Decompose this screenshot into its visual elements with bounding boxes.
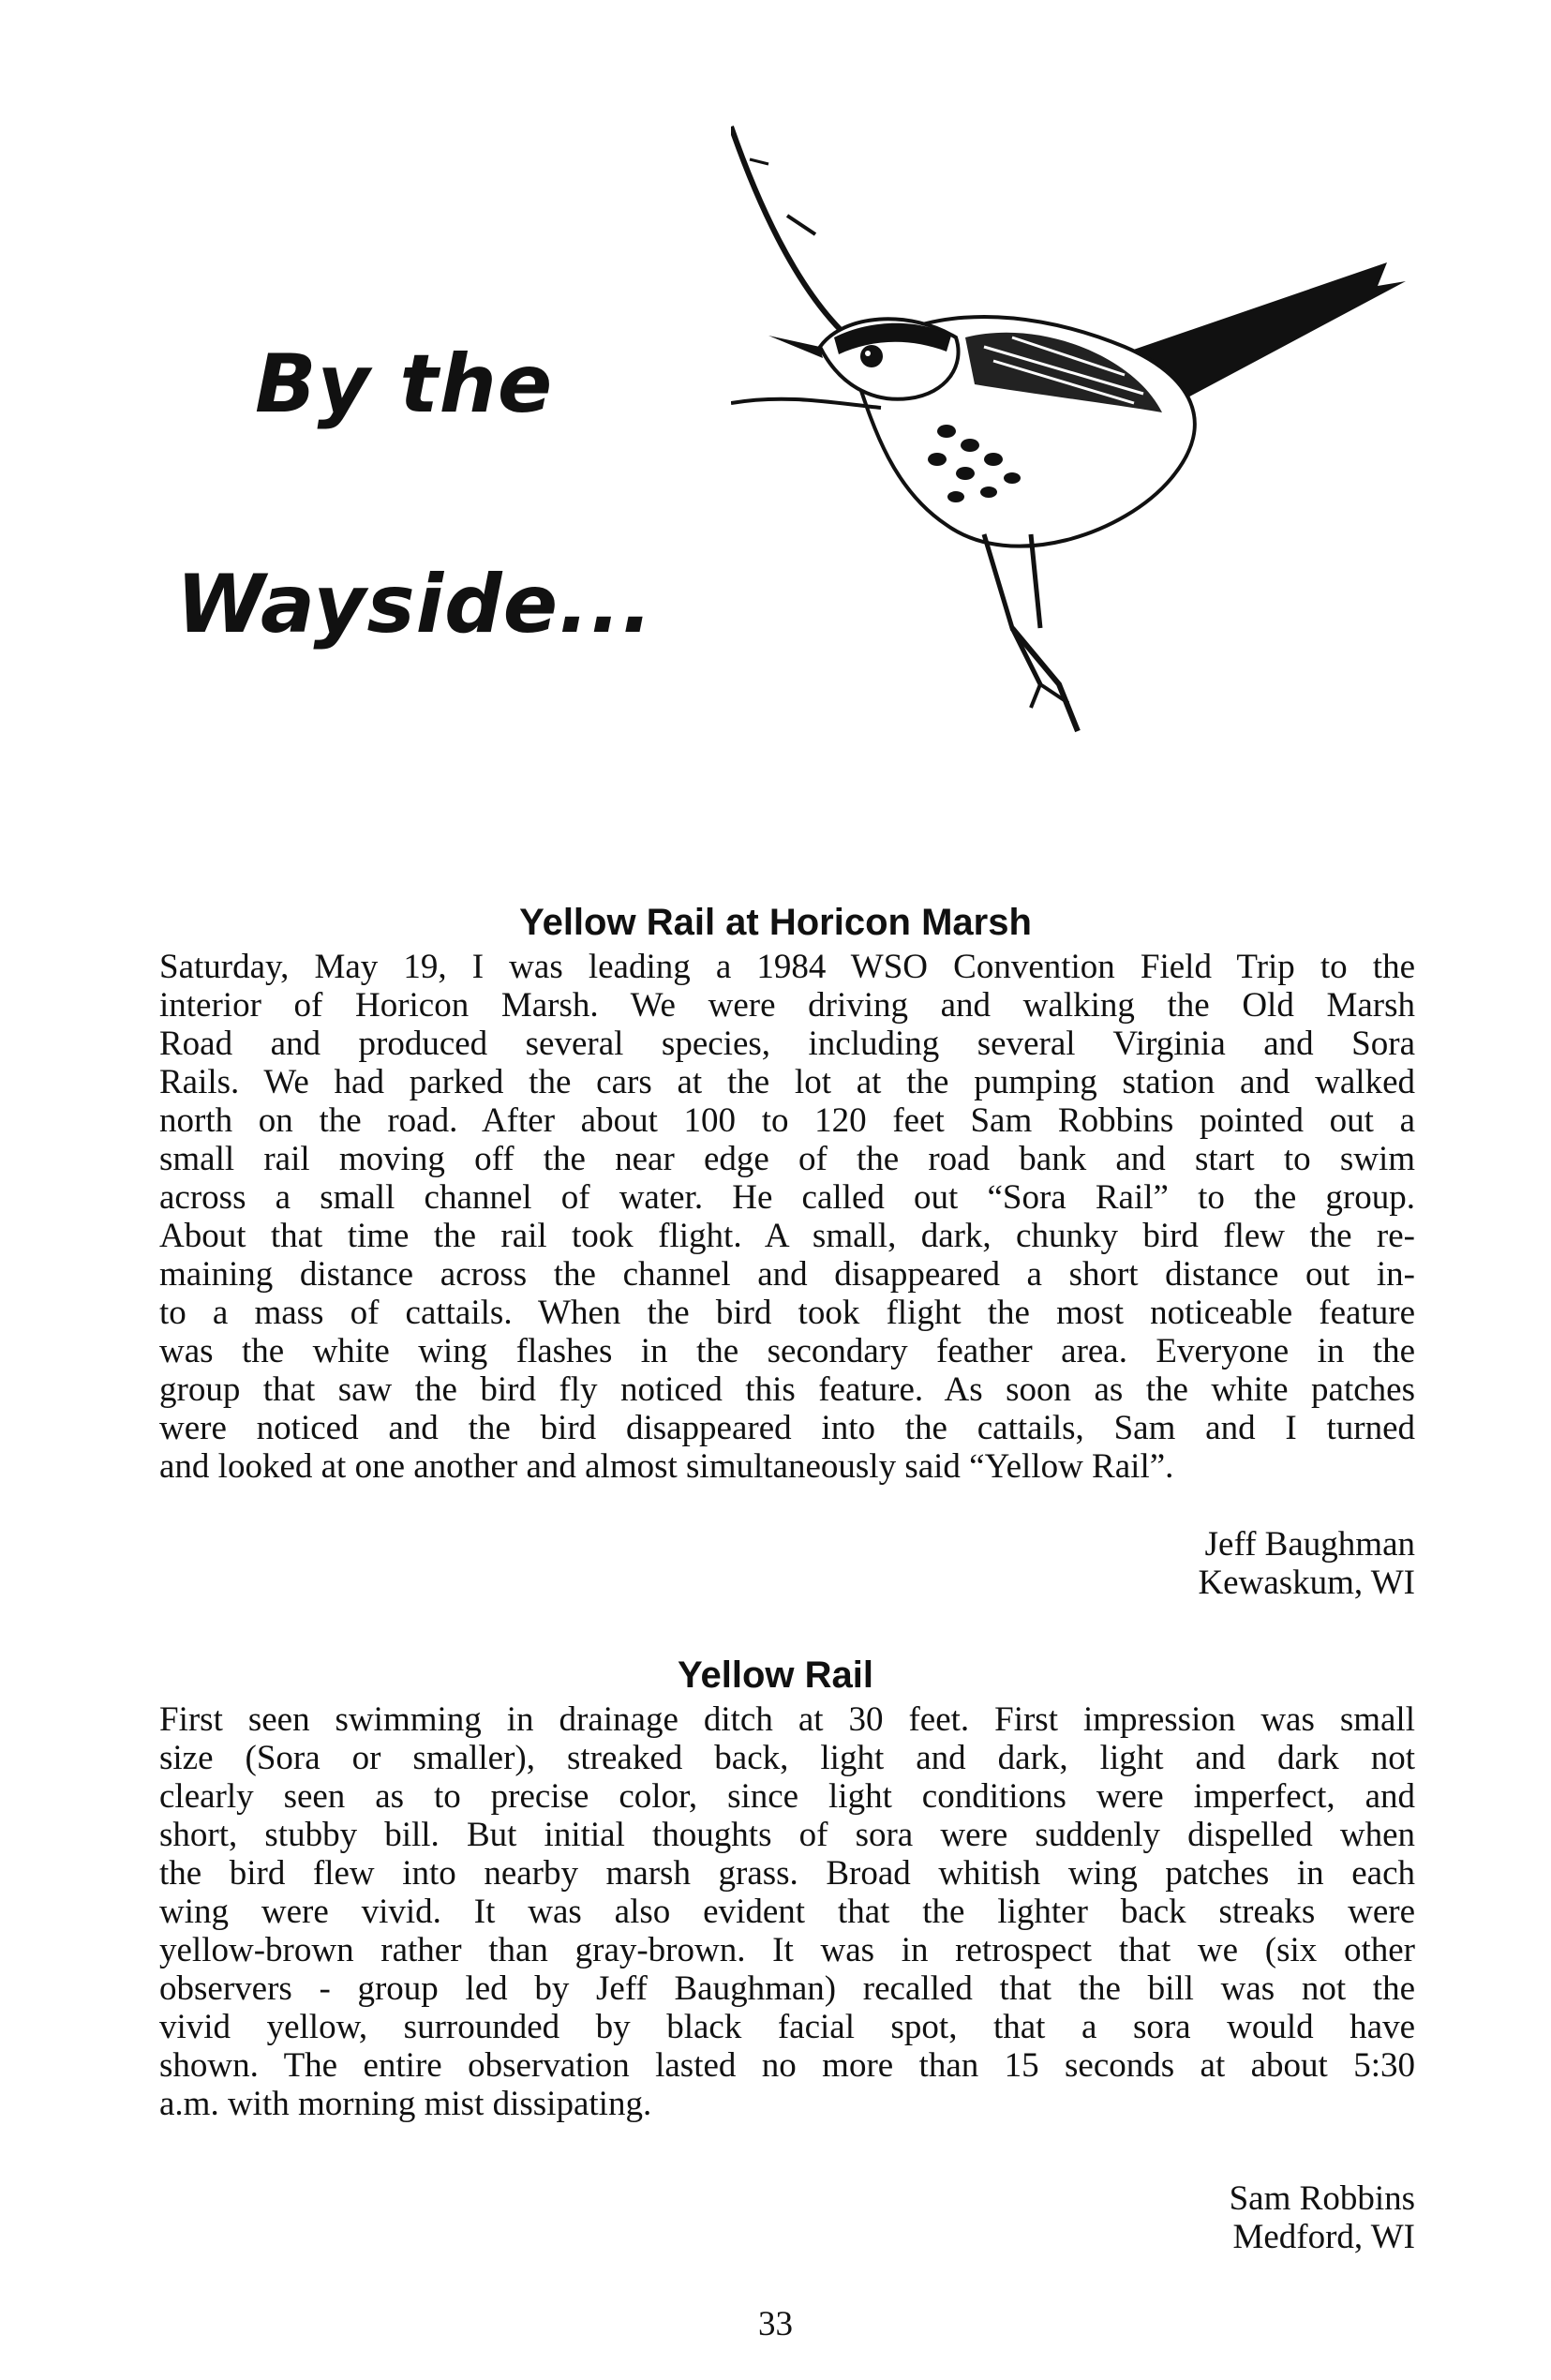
text-line: About that time the rail took flight. A small, dark, chunky bird flew the re- [159,1217,1415,1255]
article-signature [1230,2179,1415,2256]
text-line: small rail moving off the near edge of the road bank and start to swim [159,1140,1415,1178]
text-line: a.m. with morning mist dissipating. [159,2085,652,2123]
text-line: the bird flew into nearby marsh grass. Broad whitish wing patches in each [159,1854,1415,1893]
text-line: wing were vivid. It was also evident that the lighter back streaks were [159,1893,1415,1931]
text-line: vivid yellow, surrounded by black facial spot, that a sora would have [159,2008,1415,2046]
text-line: observers - group led by Jeff Baughman) recalled that the bill was not the [159,1969,1415,2008]
author-location: Kewaskum, WI [1198,1564,1415,1602]
text-line: yellow-brown rather than gray-brown. It was in retrospect that we (six other [159,1931,1415,1969]
text-line: maining distance across the channel and disappeared a short distance out in- [159,1255,1415,1294]
author-location: Medford, WI [1232,2218,1415,2256]
text-line: was the white wing flashes in the secondary feather area. Everyone in the [159,1332,1415,1370]
page-number: 33 [758,2305,793,2343]
text-line: and looked at one another and almost simultaneously said “Yellow Rail”. [159,1447,1174,1486]
author-name: Sam Robbins [1229,2179,1415,2218]
text-line: Saturday, May 19, I was leading a 1984 WSO Convention Field Trip to the [159,948,1415,986]
article-body [159,948,1415,1486]
text-line: Rails. We had parked the cars at the lot at the pumping station and walked [159,1063,1415,1101]
text-line: interior of Horicon Marsh. We were driving and walking the Old Marsh [159,986,1415,1025]
article-heading: Yellow Rail at Horicon Marsh [519,902,1032,943]
author-name: Jeff Baughman [1204,1525,1415,1564]
article-body [159,1700,1415,2123]
text-line: size (Sora or smaller), streaked back, light and dark, light and dark not [159,1739,1415,1777]
text-line: Road and produced several species, including several Virginia and Sora [159,1025,1415,1063]
text-line: short, stubby bill. But initial thoughts of sora were suddenly dispelled when [159,1816,1415,1854]
text-line: across a small channel of water. He called out “Sora Rail” to the group. [159,1178,1415,1217]
article-signature [1198,1525,1415,1602]
text-line: clearly seen as to precise color, since light conditions were imperfect, and [159,1777,1415,1816]
text-line: were noticed and the bird disappeared into the cattails, Sam and I turned [159,1409,1415,1447]
warbler-illustration [731,122,1443,778]
text-line: shown. The entire observation lasted no more than 15 seconds at about 5:30 [159,2046,1415,2085]
text-line: to a mass of cattails. When the bird took flight the most noticeable feature [159,1294,1415,1332]
text-line: north on the road. After about 100 to 120 feet Sam Robbins pointed out a [159,1101,1415,1140]
text-line: First seen swimming in drainage ditch at 30 feet. First impression was small [159,1700,1415,1739]
title-line-2: Wayside... [176,558,654,651]
text-line: group that saw the bird fly noticed this feature. As soon as the white patches [159,1370,1415,1409]
article-heading: Yellow Rail [678,1654,873,1696]
title-line-1: By the [255,337,554,431]
